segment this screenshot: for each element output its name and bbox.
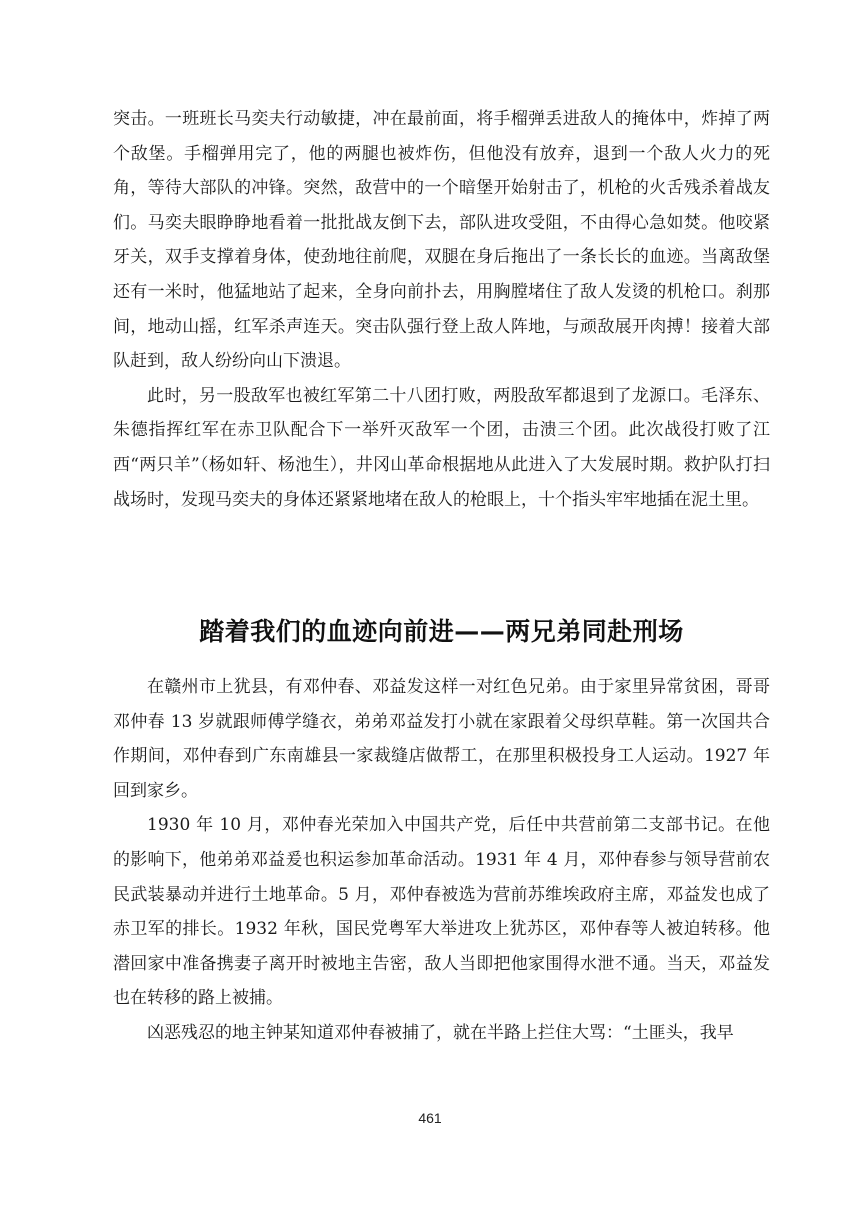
paragraph-brothers-revolution: 1930 年 10 月，邓仲春光荣加入中国共产党，后任中共营前第二支部书记。在他的影响下，他弟弟邓益爰也积运参加革命活动。1931 年 4 月，邓仲春参与领导营前农民武装暴动并进行土地革命。5 月，邓仲春被选为营前苏维埃政府主席，邓益发也成了赤卫军的排长。1932 年秋，国民党粤军大举进攻上犹苏区，邓仲春等人被迫转移。他潜回家中准备携妻子离开时被地主告密，敌人当即把他家围得水泄不通。当天，邓益发也在转移的路上被捕。 — [113, 815, 770, 1009]
paragraph-battle-continued: 突击。一班班长马奕夫行动敏捷，冲在最前面，将手榴弹丢进敌人的掩体中，炸掉了两个敌堡。手榴弹用完了，他的两腿也被炸伤，但他没有放弃，退到一个敌人火力的死角，等待大部队的冲锋。突然，敌营中的一个暗堡开始射击了，机枪的火舌残杀着战友们。马奕夫眼睁睁地看着一批批战友倒下去，部队进攻受阻，不由得心急如焚。他咬紧牙关，双手支撑着身体，使劲地往前爬，双腿在身后拖出了一条长长的血迹。当离敌堡还有一米时，他猛地站了起来，全身向前扑去，用胸膛堵住了敌人发烫的机枪口。刹那间，地动山摇，红军杀声连天。突击队强行登上敌人阵地，与顽敌展开肉搏！接着大部队赶到，敌人纷纷向山下溃退。 — [113, 109, 770, 372]
page-number: 461 — [418, 1110, 442, 1126]
body-text-bottom — [113, 670, 770, 1051]
paragraph-brothers-intro: 在赣州市上犹县，有邓仲春、邓益发这样一对红色兄弟。由于家里异常贫困，哥哥邓仲春 13 岁就跟师傅学缝衣，弟弟邓益发打小就在家跟着父母织草鞋。第一次国共合作期间，邓仲春到广东南雄县一家裁缝店做帮工，在那里积极投身工人运动。1927 年回到家乡。 — [113, 677, 770, 801]
paragraph-landlord: 凶恶残忍的地主钟某知道邓仲春被捕了，就在半路上拦住大骂：“土匪头，我早 — [147, 1022, 734, 1043]
section-heading: 踏着我们的血迹向前进——两兄弟同赴刑场 — [199, 617, 684, 646]
paragraph-longyuankou-victory: 此时，另一股敌军也被红军第二十八团打败，两股敌军都退到了龙源口。毛泽东、朱德指挥红军在赤卫队配合下一举歼灭敌军一个团，击溃三个团。此次战役打败了江西“两只羊”（杨如轩、杨池生），井冈山革命根据地从此进入了大发展时期。救护队打扫战场时，发现马奕夫的身体还紧紧地堵在敌人的枪眼上，十个指头牢牢地插在泥土里。 — [113, 385, 770, 510]
body-text-top — [113, 102, 770, 517]
